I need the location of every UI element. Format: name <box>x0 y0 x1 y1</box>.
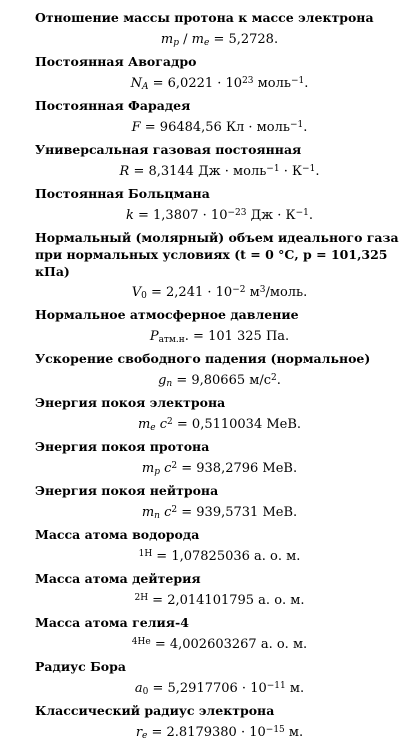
heading-gas-constant: Универсальная газовая постоянная <box>35 142 302 157</box>
formula-faraday: F = 96484,56 Кл · моль$^{-1}$. <box>131 120 308 135</box>
heading-electron-rest-energy: Энергия покоя электрона <box>35 395 226 410</box>
heading-deuterium-mass: Масса атома дейтерия <box>35 571 201 586</box>
formula-boltzmann: $k = 1,3807 \cdot 10^{-23}$ Дж · $К^{-1}$. <box>125 208 314 223</box>
heading-atmospheric-pressure: Нормальное атмосферное давление <box>35 307 299 322</box>
heading-proton-rest-energy: Энергия покоя протона <box>35 439 210 454</box>
heading-helium-mass: Масса атома гелия-4 <box>35 615 189 630</box>
heading-faraday: Постоянная Фарадея <box>35 98 191 113</box>
formula-proton-rest-energy: $m_p$ $c^2 = 938,2796$ МеВ. <box>141 461 298 477</box>
formula-helium-mass: $^{4He}$ = 4,002603267 а. о. м. <box>131 637 308 652</box>
heading-bohr-radius: Радиус Бора <box>35 659 126 674</box>
formula-electron-rest-energy: $m_e$ $c^2 = 0,5110034$ МеВ. <box>137 417 302 433</box>
formula-proton-electron-mass-ratio: $m_p / m_e = 5,2728$. <box>160 32 279 48</box>
formula-hydrogen-mass: $^{1H}$ = 1,07825036 а. о. м. <box>138 549 301 564</box>
heading-proton-electron-mass-ratio: Отношение массы протона к массе электрона <box>35 10 374 25</box>
heading-hydrogen-mass: Масса атома водорода <box>35 527 200 542</box>
formula-avogadro: $N_A = 6,0221 \cdot 10^{23}$ моль$^{-1}$. <box>130 76 309 92</box>
constants-page <box>0 7 419 744</box>
heading-avogadro: Постоянная Авогадро <box>35 54 197 69</box>
heading-neutron-rest-energy: Энергия покоя нейтрона <box>35 483 219 498</box>
heading-molar-volume: Нормальный (молярный) объем идеального газа при нормальных условиях (t = 0 °С, p = 101,325 кПа) <box>35 230 399 279</box>
heading-boltzmann: Постоянная Больцмана <box>35 186 210 201</box>
formula-atmospheric-pressure: $P_{атм.н}$. = 101 325 Па. <box>149 329 290 345</box>
heading-gravity: Ускорение свободного падения (нормальное) <box>35 351 371 366</box>
heading-electron-radius: Классический радиус электрона <box>35 703 275 718</box>
formula-electron-radius: $r_e = 2.8179380 \cdot 10^{-15}$ м. <box>135 725 304 741</box>
formula-bohr-radius: $a_0 = 5,2917706 \cdot 10^{-11}$ м. <box>134 681 305 697</box>
formula-deuterium-mass: $^{2H}$ = 2,014101795 а. о. м. <box>134 593 305 608</box>
formula-molar-volume: $V_0 = 2,241 \cdot 10^{-2}$ $м^3$/моль. <box>131 285 308 301</box>
formula-gas-constant: R = 8,3144 Дж · моль$^{-1}$ · $К^{-1}$. <box>119 164 320 179</box>
formula-gravity: $g_n = 9,80665$ $м/с^2$. <box>158 373 281 389</box>
formula-neutron-rest-energy: $m_n$ $c^2 = 939,5731$ МеВ. <box>141 505 298 521</box>
